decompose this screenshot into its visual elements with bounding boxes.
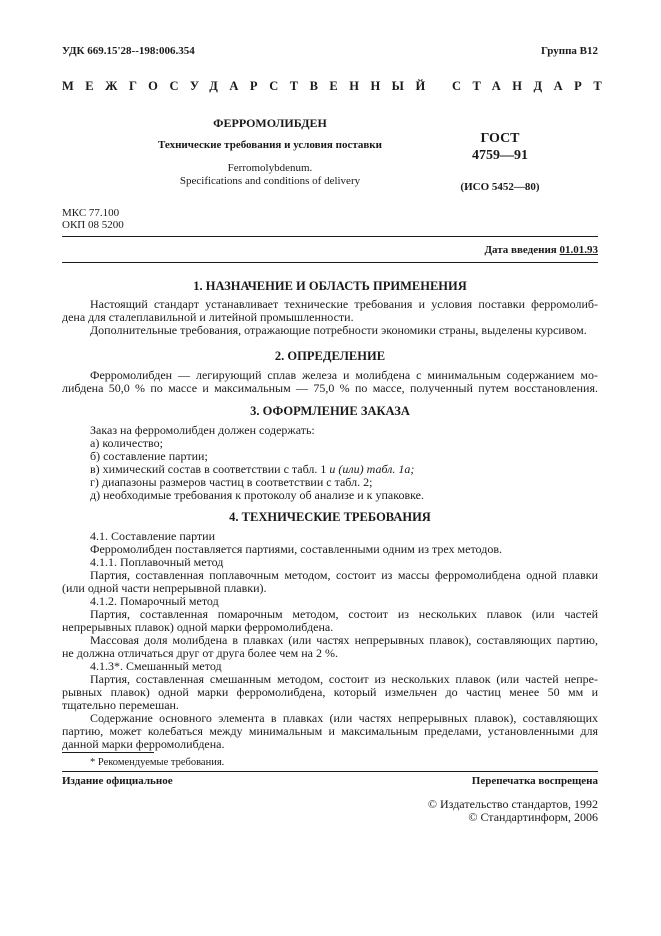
official-edition: Издание официальное: [62, 775, 173, 787]
order-item-a: а) количество;: [90, 436, 163, 450]
banner-right: СТАНДАРТ: [452, 79, 614, 93]
order-item-c-text: в) химический состав в соответствии с табл. 1: [90, 462, 327, 476]
section4-heading: 4. ТЕХНИЧЕСКИЕ ТРЕБОВАНИЯ: [229, 510, 431, 524]
s412-line4: не должна отличаться друг от друга более чем на 2 %.: [62, 646, 338, 660]
section1-p2: Дополнительные требования, отражающие потребности экономики страны, выделены курсивом.: [90, 323, 587, 337]
section4-body: [62, 530, 598, 751]
udk-code: УДК 669.15'28--198:006.354: [62, 45, 195, 57]
section1-body: [62, 298, 598, 337]
subtitle-en: Specifications and conditions of delivery: [179, 175, 361, 187]
s413-title: 4.1.3*. Смешанный метод: [90, 659, 222, 673]
order-item-c-italic: и (или) табл. 1а;: [329, 462, 415, 476]
copyright-2006: © Стандартинформ, 2006: [468, 810, 598, 824]
section2-line1: Ферромолибден — легирующий сплав железа и молибдена с минимальным содержанием мо-: [90, 368, 598, 382]
section2-heading: 2. ОПРЕДЕЛЕНИЕ: [274, 349, 386, 363]
section1-p1-line2: дена для сталеплавильной и литейной промышленности.: [62, 310, 354, 324]
mks-code: МКС 77.100: [62, 207, 120, 219]
iso-reference: (ИСО 5452—80): [460, 181, 540, 193]
section2-line2: либдена 50,0 % по массе и максимальным — 75,0 % по массе, полученный путем восстановления.: [62, 381, 598, 395]
intro-date-label: Дата введения: [484, 244, 557, 256]
s412-line3: Массовая доля молибдена в плавках (или частях непрерывных плавок), составляющих партию,: [90, 633, 598, 647]
order-item-b: б) составление партии;: [90, 449, 208, 463]
s41-text: Ферромолибден поставляется партиями, составленными одним из трех методов.: [90, 542, 502, 556]
s413-line2: рывных плавок) одной марки ферромолибдена, который измельчен до частиц менее 50 мм и: [62, 685, 598, 699]
subtitle-ru: Технические требования и условия поставки: [158, 139, 382, 151]
s413-line4: Содержание основного элемента в плавках (или частях непрерывных плавок), составляющих: [90, 711, 598, 725]
copyright-1992: © Издательство стандартов, 1992: [427, 797, 598, 811]
s412-line1: Партия, составленная помарочным методом, состоит из нескольких плавок (или частей: [90, 607, 598, 621]
section1-p1-line1: Настоящий стандарт устанавливает технические требования и условия поставки ферромолиб-: [90, 297, 598, 311]
order-intro: Заказ на ферромолибден должен содержать:: [90, 423, 315, 437]
s411-line2: (или одной части непрерывной плавки).: [62, 581, 267, 595]
header-divider: [62, 236, 598, 237]
section1-heading: 1. НАЗНАЧЕНИЕ И ОБЛАСТЬ ПРИМЕНЕНИЯ: [193, 279, 467, 293]
order-item-e: д) необходимые требования к протоколу об анализе и к упаковке.: [90, 488, 424, 502]
order-item-d: г) диапазоны размеров частиц в соответствии с табл. 2;: [90, 475, 373, 489]
intro-date-value: 01.01.93: [559, 244, 598, 256]
footnote-rule: [62, 752, 154, 753]
section3-body: [90, 424, 598, 502]
s412-title: 4.1.2. Помарочный метод: [90, 594, 219, 608]
s411-line1: Партия, составленная поплавочным методом, состоит из массы ферромолибдена одной плавки: [90, 568, 598, 582]
title-ru: ФЕРРОМОЛИБДЕН: [213, 116, 327, 130]
s411-title: 4.1.1. Поплавочный метод: [90, 555, 224, 569]
s413-line1: Партия, составленная смешанным методом, состоит из нескольких плавок (или частей непре-: [90, 672, 598, 686]
gost-label: ГОСТ: [480, 131, 520, 146]
reprint-notice: Перепечатка воспрещена: [471, 775, 598, 787]
date-divider: [62, 262, 598, 263]
banner-left: МЕЖГОСУДАРСТВЕННЫЙ: [62, 79, 437, 93]
group-code: Группа В12: [540, 45, 598, 57]
title-en: Ferromolybdenum.: [227, 162, 313, 174]
s413-line5: партию, может колебаться между минимальным и максимальным пределами, установленными для: [62, 724, 598, 738]
okp-code: ОКП 08 5200: [62, 219, 124, 231]
s413-line6: данной марки ферромолибдена.: [62, 737, 225, 751]
s41-title: 4.1. Составление партии: [90, 529, 216, 543]
section3-heading: 3. ОФОРМЛЕНИЕ ЗАКАЗА: [250, 404, 410, 418]
section2-body: [62, 369, 598, 395]
intro-date: [484, 244, 598, 256]
footnote: * Рекомендуемые требования.: [90, 757, 225, 768]
s413-line3: тщательно перемешан.: [62, 698, 179, 712]
gost-number: 4759—91: [472, 148, 528, 163]
s412-line2: непрерывных плавок) одной марки ферромолибдена.: [62, 620, 334, 634]
footer-divider: [62, 771, 598, 772]
